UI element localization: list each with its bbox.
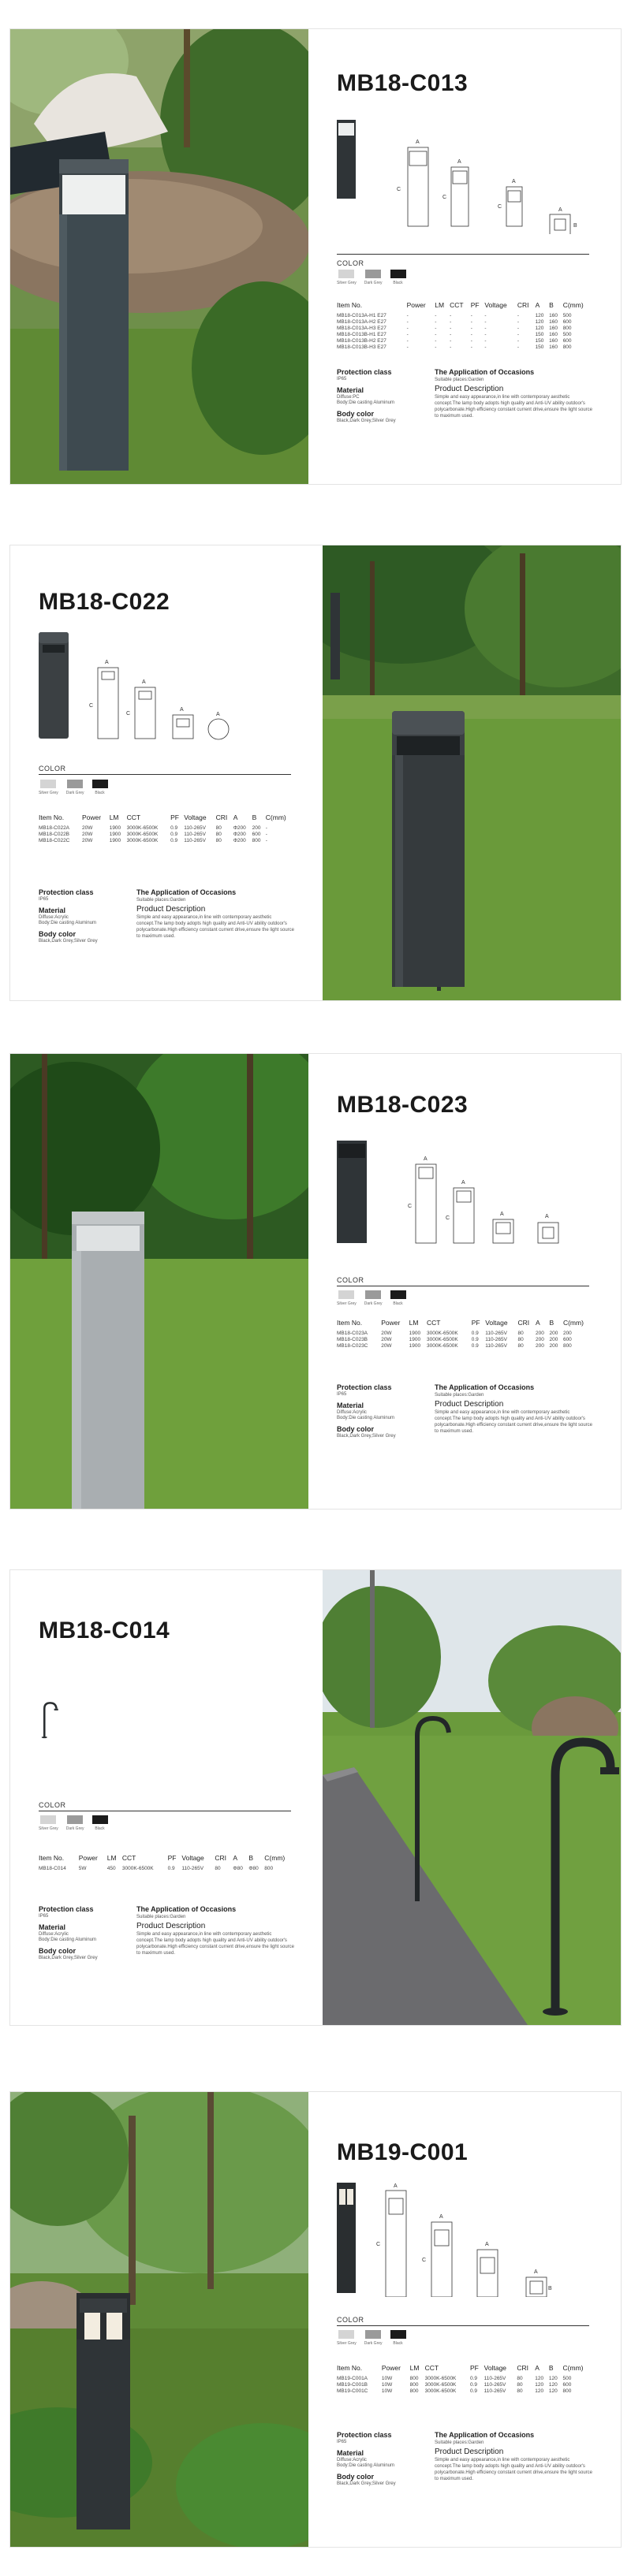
garden-scene-photo — [10, 29, 308, 484]
swatch-silver-grey: Silver Grey — [39, 1815, 58, 1831]
svg-text:A: A — [394, 2183, 398, 2189]
product-card-mb18-c013 — [10, 29, 621, 484]
color-swatches — [39, 780, 108, 795]
swatch-dark-grey: Dark Grey — [66, 780, 84, 795]
svg-text:A: A — [105, 660, 109, 665]
product-info — [308, 1054, 621, 1509]
description: The Application of Occasions Suitable places:Garden Product Description Simple and easy appearance,in line with contemporary aesthetic concept.The lamp body adopts high quality and Anti-UV ability outdoor's polycarbonate.High efficiency constant current drive,ensure the light source to maximum used. — [435, 1383, 593, 1435]
properties: Protection class IP65 Material Diffuse:Acrylic Body:Die casting Aluminum Body color Black,Dark Grey,Silver Grey — [337, 2431, 396, 2486]
table-row: MB18-C013A-H1 E27 - - - - - - 120 160 500 — [337, 312, 572, 318]
swatch-silver-grey: Silver Grey — [39, 780, 58, 795]
svg-text:C: C — [422, 2258, 427, 2263]
svg-text:A: A — [142, 679, 146, 685]
swatch-silver-grey: Silver Grey — [337, 2330, 357, 2346]
svg-text:A: A — [545, 1214, 549, 1219]
svg-text:A: A — [216, 712, 220, 717]
color-heading: COLOR — [337, 259, 364, 267]
dimension-diagrams — [39, 632, 299, 746]
swatch-black: Black — [390, 270, 406, 285]
table-row: MB19-C001C 10W 800 3000K-6500K 0.9 110-265V 80 120 120 800 — [337, 2388, 572, 2394]
swatch-dark-grey: Dark Grey — [66, 1815, 84, 1831]
swatch-silver-grey: Silver Grey — [337, 1290, 357, 1306]
description: The Application of Occasions Suitable places:Garden Product Description Simple and easy appearance,in line with contemporary aesthetic concept.The lamp body adopts high quality and Anti-UV ability outdoor's polycarbonate.High efficiency constant current drive,ensure the light source to maximum used. — [435, 368, 593, 419]
spec-table: Item No. Power LM CCT PF Voltage CRI A B C(mm) MB18-C013A-H1 E27 - - - - - - 120 160 500 MB18-C013A-H2 E27 - - - - - - 120 160 600 MB18-C013A-H3 E27 - - - - - - 120 160 800 MB18-C013B-H1 E27 - - - - - - 150 160 500 MB18-C013B-H2 E27 - - - - - - 150 160 600 MB18-C013B-H3 E27 - - - - - - 150 160 800 — [337, 301, 593, 350]
model-title: MB18-C013 — [337, 70, 469, 96]
product-card-mb18-c023 — [10, 1054, 621, 1509]
svg-text:A: A — [457, 159, 461, 165]
product-photo — [10, 29, 308, 484]
dimension-diagrams — [337, 1141, 597, 1255]
section-divider — [337, 254, 589, 255]
model-title: MB18-C023 — [337, 1092, 469, 1118]
svg-text:B: B — [548, 2286, 552, 2291]
table-row: MB18-C013A-H3 E27 - - - - - - 120 160 800 — [337, 325, 572, 331]
model-title: MB18-C014 — [39, 1617, 170, 1644]
swatch-dark-grey: Dark Grey — [364, 270, 383, 285]
park-path-scene-photo — [323, 1570, 621, 2025]
spec-table: Item No. Power LM CCT PF Voltage CRI A B C(mm) MB18-C022A 20W 1900 3000K-6500K 0.9 110-265V 80 Φ200 200 - MB18-C022B 20W 1900 3000K-6500K 0.9 110-265V 80 Φ200 600 - MB18-C022C 20W 1900 3000K-6500K 0.9 110-265V 80 Φ200 800 - — [39, 813, 295, 843]
section-divider — [39, 774, 291, 775]
svg-text:C: C — [498, 204, 502, 210]
product-info — [308, 2092, 621, 2547]
swatch-dark-grey: Dark Grey — [364, 2330, 383, 2346]
product-card-mb18-c014 — [10, 1570, 621, 2025]
svg-text:A: A — [512, 179, 516, 184]
svg-text:C: C — [89, 703, 94, 709]
svg-text:C: C — [408, 1204, 413, 1209]
table-row: MB18-C014 5W 450 3000K-6500K 0.9 110-265V 80 Φ80 Φ80 800 — [39, 1865, 274, 1871]
properties: Protection class IP65 Material Diffuse:Acrylic Body:Die casting Aluminum Body color Black,Dark Grey,Silver Grey — [39, 888, 98, 944]
properties: Protection class IP65 Material Diffuse:PC Body:Die casting Aluminum Body color Black,Dark Grey,Silver Grey — [337, 368, 396, 423]
product-photo — [323, 545, 621, 1000]
color-swatches — [337, 1290, 406, 1306]
spec-table: Item No. Power LM CCT PF Voltage CRI A B C(mm) MB18-C014 5W 450 3000K-6500K 0.9 110-265V 80 Φ80 Φ80 800 — [39, 1854, 295, 1871]
dimension-diagrams — [337, 120, 597, 234]
spec-table: Item No. Power LM CCT PF Voltage CRI A B C(mm) MB18-C023A 20W 1900 3000K-6500K 0.9 110-265V 80 200 200 200 MB18-C023B 20W 1900 3000K-6500K 0.9 110-265V 80 200 200 600 MB18-C023C 20W 1900 3000K-6500K 0.9 110-265V 80 200 200 800 — [337, 1319, 593, 1349]
svg-text:A: A — [424, 1156, 428, 1162]
color-heading: COLOR — [39, 765, 66, 772]
table-row: MB18-C013B-H1 E27 - - - - - - 150 160 500 — [337, 331, 572, 337]
description: The Application of Occasions Suitable places:Garden Product Description Simple and easy appearance,in line with contemporary aesthetic concept.The lamp body adopts high quality and Anti-UV ability outdoor's polycarbonate.High efficiency constant current drive,ensure the light source to maximum used. — [435, 2431, 593, 2482]
garden-scene-photo — [323, 545, 621, 1000]
svg-text:C: C — [126, 711, 131, 717]
table-row: MB18-C013B-H3 E27 - - - - - - 150 160 800 — [337, 344, 572, 350]
color-swatches — [337, 2330, 406, 2346]
svg-text:C: C — [376, 2242, 381, 2247]
color-swatches — [39, 1815, 108, 1831]
color-heading: COLOR — [39, 1801, 66, 1809]
product-info — [10, 545, 323, 1000]
svg-text:A: A — [500, 1212, 504, 1217]
svg-text:A: A — [485, 2242, 489, 2247]
table-row: MB18-C023B 20W 1900 3000K-6500K 0.9 110-265V 80 200 200 600 — [337, 1336, 572, 1342]
properties: Protection class IP65 Material Diffuse:Acrylic Body:Die casting Aluminum Body color Black,Dark Grey,Silver Grey — [39, 1905, 98, 1960]
product-card-mb19-c001 — [10, 2092, 621, 2547]
color-heading: COLOR — [337, 1276, 364, 1284]
spec-table: Item No. Power LM CCT PF Voltage CRI A B C(mm) MB19-C001A 10W 800 3000K-6500K 0.9 110-265V 80 120 120 500 MB19-C001B 10W 800 3000K-6500K 0.9 110-265V 80 120 120 600 MB19-C001C 10W 800 3000K-6500K 0.9 110-265V 80 120 120 800 — [337, 2364, 593, 2394]
swatch-black: Black — [92, 1815, 108, 1831]
model-title: MB19-C001 — [337, 2139, 469, 2165]
svg-text:A: A — [461, 1180, 465, 1186]
table-row: MB19-C001A 10W 800 3000K-6500K 0.9 110-265V 80 120 120 500 — [337, 2375, 572, 2381]
garden-scene-photo — [10, 2092, 308, 2547]
swatch-black: Black — [92, 780, 108, 795]
description: The Application of Occasions Suitable places:Garden Product Description Simple and easy appearance,in line with contemporary aesthetic concept.The lamp body adopts high quality and Anti-UV ability outdoor's polycarbonate.High efficiency constant current drive,ensure the light source to maximum used. — [136, 1905, 295, 1956]
product-card-mb18-c022 — [10, 545, 621, 1000]
svg-text:C: C — [446, 1215, 450, 1221]
table-row: MB18-C023A 20W 1900 3000K-6500K 0.9 110-265V 80 200 200 200 — [337, 1330, 572, 1336]
swatch-black: Black — [390, 2330, 406, 2346]
svg-text:B: B — [573, 223, 577, 229]
color-heading: COLOR — [337, 2316, 364, 2324]
garden-scene-photo — [10, 1054, 308, 1509]
product-photo — [323, 1570, 621, 2025]
color-swatches — [337, 270, 406, 285]
product-photo — [10, 1054, 308, 1509]
table-row: MB18-C023C 20W 1900 3000K-6500K 0.9 110-265V 80 200 200 800 — [337, 1342, 572, 1349]
svg-text:C: C — [397, 187, 401, 192]
properties: Protection class IP65 Material Diffuse:Acrylic Body:Die casting Aluminum Body color Black,Dark Grey,Silver Grey — [337, 1383, 396, 1439]
section-divider — [337, 2325, 589, 2326]
model-title: MB18-C022 — [39, 589, 170, 615]
svg-text:A: A — [534, 2269, 538, 2275]
table-row: MB18-C013A-H2 E27 - - - - - - 120 160 600 — [337, 318, 572, 325]
description: The Application of Occasions Suitable places:Garden Product Description Simple and easy appearance,in line with contemporary aesthetic concept.The lamp body adopts high quality and Anti-UV ability outdoor's polycarbonate.High efficiency constant current drive,ensure the light source to maximum used. — [136, 888, 295, 940]
table-row: MB18-C013B-H2 E27 - - - - - - 150 160 600 — [337, 337, 572, 344]
table-row: MB19-C001B 10W 800 3000K-6500K 0.9 110-265V 80 120 120 600 — [337, 2381, 572, 2388]
table-row: MB18-C022A 20W 1900 3000K-6500K 0.9 110-265V 80 Φ200 200 - — [39, 825, 267, 831]
svg-text:A: A — [558, 207, 562, 213]
product-photo — [10, 2092, 308, 2547]
table-row: MB18-C022B 20W 1900 3000K-6500K 0.9 110-265V 80 Φ200 600 - — [39, 831, 267, 837]
table-row: MB18-C022C 20W 1900 3000K-6500K 0.9 110-265V 80 Φ200 800 - — [39, 837, 267, 843]
svg-text:C: C — [442, 195, 447, 200]
svg-text:A: A — [180, 707, 184, 713]
swatch-black: Black — [390, 1290, 406, 1306]
product-info — [308, 29, 621, 484]
dimension-diagrams — [39, 1661, 133, 1775]
swatch-dark-grey: Dark Grey — [364, 1290, 383, 1306]
dimension-diagrams — [337, 2183, 597, 2297]
swatch-silver-grey: Silver Grey — [337, 270, 357, 285]
product-info — [10, 1570, 323, 2025]
svg-text:A: A — [439, 2214, 443, 2220]
svg-text:A: A — [416, 140, 420, 145]
